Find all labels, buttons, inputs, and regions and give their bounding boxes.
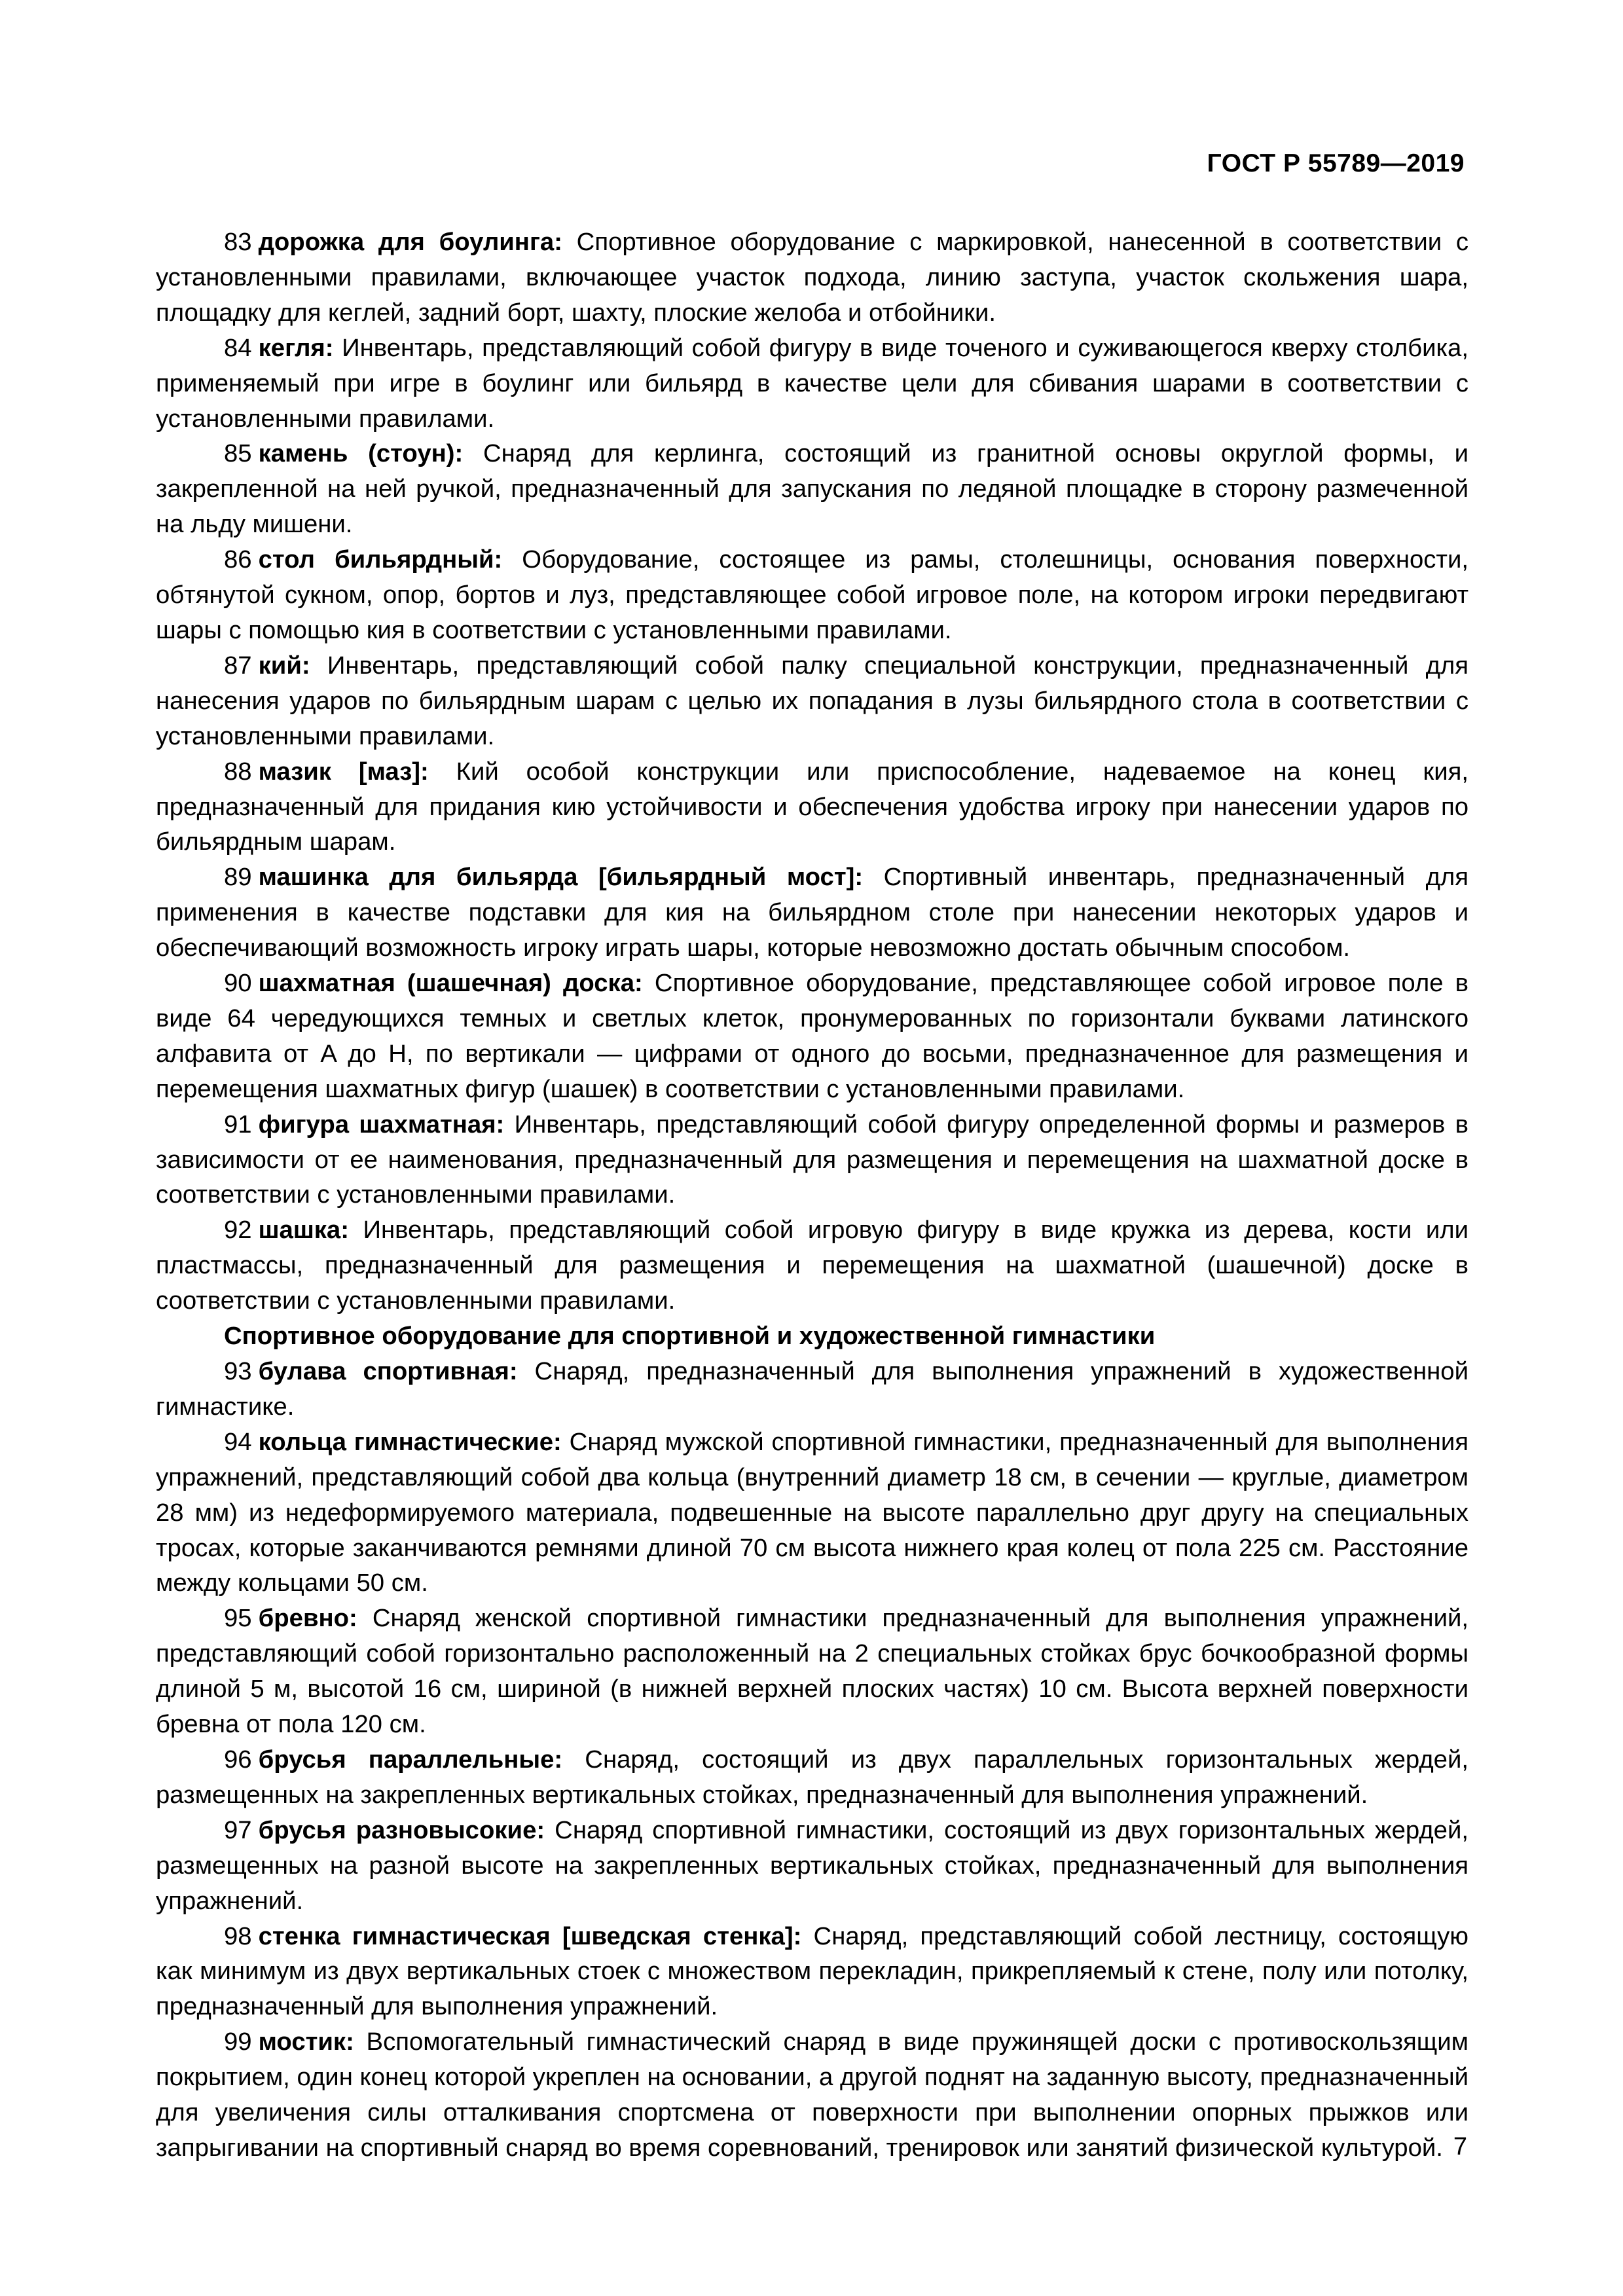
term-definition: Вспомогательный гимнастический снаряд в виде пружинящей доски с противоскользящим покрытием, один конец которой укреплен на основании, а другой поднят на заданную высоту, предназначенный для увеличения силы отталкивания спортсмена от поверхности при выполнении опорных прыжков или запрыгивании на спортивный снаряд во время соревнований, тренировок или занятий физической культурой. xyxy=(156,2028,1469,2162)
term-definition: Кий особой конструкции или приспособление, надеваемое на конец кия, предназначенный для придания кию устойчивости и обеспечения удобства игроку при нанесении ударов по бильярдным шарам. xyxy=(156,757,1469,856)
term-entry xyxy=(156,2024,1468,2166)
term-name: кольца гимнастические: xyxy=(258,1427,562,1456)
term-name: булава спортивная: xyxy=(258,1357,518,1385)
term-definition: Инвентарь, представляющий собой фигуру определенной формы и размеров в зависимости от ее наименования, предназначенный для размещения и перемещения на шахматной доске в соответствии с установленными правилами. xyxy=(156,1110,1469,1209)
term-name: бревно: xyxy=(258,1604,357,1633)
term-definition: Спортивное оборудование, представляющее собой игровое поле в виде 64 чередующихся темных и светлых клеток, пронумерованных по горизонтали буквами латинского алфавита от A до H, по вертикали — цифрами от одного до восьми, предназначенное для размещения и перемещения шахматных фигур (шашек) в соответствии с установленными правилами. xyxy=(156,969,1468,1103)
term-definition: Снаряд, представляющий собой лестницу, состоящую как минимум из двух вертикальных стоек с множеством перекладин, прикрепляемый к стене, полу или потолку, предназначенный для выполнения упражнений. xyxy=(156,1922,1469,2021)
standard-code-header: ГОСТ Р 55789—2019 xyxy=(1207,149,1465,177)
term-definition: Инвентарь, представляющий собой игровую фигуру в виде кружка из дерева, кости или пластмассы, предназначенный для размещения и перемещения на шахматной (шашечной) доске в соответствии с установленными правилами. xyxy=(156,1216,1468,1315)
section-heading: Спортивное оборудование для спортивной и художественной гимнастики xyxy=(224,1322,1156,1351)
term-name: стол бильярдный: xyxy=(258,545,503,574)
page-number: 7 xyxy=(1453,2133,1467,2160)
term-number: 99 xyxy=(224,2028,252,2056)
term-definition: Снаряд женской спортивной гимнастики предназначенный для выполнения упражнений, представляющий собой горизонтально расположенный на 2 специальных стойках брус бочкообразной формы длиной 5 м, высотой 16 см, шириной (в нижней верхней плоских частях) 10 см. Высота верхней поверхности бревна от пола 120 см. xyxy=(156,1604,1468,1739)
term-number: 87 xyxy=(224,651,252,680)
term-name: брусья параллельные: xyxy=(258,1745,563,1774)
term-entry xyxy=(156,754,1468,860)
term-definition: Снаряд для керлинга, состоящий из гранитной основы округлой формы, и закрепленной на ней ручкой, предназначенный для запускания по ледяной площадке в сторону размеченной на льду мишени. xyxy=(156,439,1468,539)
term-name: мостик: xyxy=(258,2028,354,2056)
term-entry xyxy=(156,966,1468,1107)
term-number: 93 xyxy=(224,1357,252,1385)
term-entry xyxy=(156,1425,1468,1601)
term-name: шахматная (шашечная) доска: xyxy=(258,969,643,998)
term-number: 95 xyxy=(224,1604,252,1633)
document-body xyxy=(156,225,1468,2166)
term-name: кий: xyxy=(258,651,310,680)
term-name: стенка гимнастическая [шведская стенка]: xyxy=(258,1922,802,1950)
entries-list-b xyxy=(156,1354,1468,2166)
term-name: дорожка для боулинга: xyxy=(258,228,562,256)
term-name: брусья разновысокие: xyxy=(258,1815,545,1844)
term-definition: Снаряд, состоящий из двух параллельных горизонтальных жердей, размещенных на закрепленных вертикальных стойках, предназначенный для выполнения упражнений. xyxy=(156,1745,1468,1809)
term-number: 94 xyxy=(224,1427,252,1456)
term-number: 96 xyxy=(224,1745,252,1774)
term-number: 98 xyxy=(224,1922,252,1950)
term-name: фигура шахматная: xyxy=(258,1110,505,1139)
term-name: машинка для бильярда [бильярдный мост]: xyxy=(258,863,864,892)
term-entry xyxy=(156,1742,1468,1813)
entries-list-a xyxy=(156,225,1468,1319)
term-entry xyxy=(156,542,1468,648)
term-entry xyxy=(156,1212,1468,1319)
term-entry xyxy=(156,1601,1468,1742)
term-entry xyxy=(156,860,1468,966)
term-number: 86 xyxy=(224,545,252,574)
term-definition: Инвентарь, представляющий собой палку специальной конструкции, предназначенный для нанесения ударов по бильярдным шарам с целью их попадания в лузы бильярдного стола в соответствии с установленными правилами. xyxy=(156,651,1469,750)
term-entry xyxy=(156,225,1468,331)
term-name: кегля: xyxy=(258,333,334,362)
term-entry xyxy=(156,436,1468,542)
term-definition: Снаряд мужской спортивной гимнастики, предназначенный для выполнения упражнений, представляющий собой два кольца (внутренний диаметр 18 см, в сечении — круглые, диаметром 28 мм) из недеформируемого материала, подвешенные на высоте параллельно друг другу на специальных тросах, которые заканчиваются ремнями длиной 70 см высота нижнего края колец от пола 225 см. Расстояние между кольцами 50 см. xyxy=(156,1427,1468,1597)
term-entry xyxy=(156,1354,1468,1425)
term-definition: Спортивное оборудование с маркировкой, нанесенной в соответствии с установленными правилами, включающее участок подхода, линию заступа, участок скольжения шара, площадку для кеглей, задний борт, шахту, плоские желоба и отбойники. xyxy=(156,228,1469,327)
term-definition: Снаряд спортивной гимнастики, состоящий из двух горизонтальных жердей, размещенных на разной высоте на закрепленных вертикальных стойках, предназначенный для выполнения упражнений. xyxy=(156,1815,1468,1915)
term-number: 90 xyxy=(224,969,252,998)
term-number: 88 xyxy=(224,757,252,786)
term-number: 89 xyxy=(224,863,252,892)
term-number: 92 xyxy=(224,1216,252,1245)
term-definition: Спортивный инвентарь, предназначенный для применения в качестве подставки для кия на бильярдном столе при нанесении некоторых ударов и обеспечивающий возможность игроку играть шары, которые невозможно достать обычным способом. xyxy=(156,863,1469,962)
term-definition: Инвентарь, представляющий собой фигуру в виде точеного и суживающегося кверху столбика, применяемый при игре в боулинг или бильярд в качестве цели для сбивания шарами в соответствии с установленными правилами. xyxy=(156,333,1468,433)
term-definition: Снаряд, предназначенный для выполнения упражнений в художественной гимнастике. xyxy=(156,1357,1468,1421)
term-number: 83 xyxy=(224,228,252,256)
term-name: шашка: xyxy=(258,1216,349,1245)
term-number: 97 xyxy=(224,1815,252,1844)
term-name: мазик [маз]: xyxy=(258,757,429,786)
term-entry xyxy=(156,648,1468,754)
term-definition: Оборудование, состоящее из рамы, столешницы, основания поверхности, обтянутой сукном, опор, бортов и луз, представляющее собой игровое поле, на котором игроки передвигают шары с помощью кия в соответствии с установленными правилами. xyxy=(156,545,1468,644)
term-number: 84 xyxy=(224,333,252,362)
term-entry xyxy=(156,1919,1468,2025)
term-name: камень (стоун): xyxy=(258,439,464,468)
term-entry xyxy=(156,1813,1468,1919)
term-entry xyxy=(156,331,1468,437)
term-entry xyxy=(156,1107,1468,1213)
term-number: 91 xyxy=(224,1110,252,1139)
term-number: 85 xyxy=(224,439,252,468)
